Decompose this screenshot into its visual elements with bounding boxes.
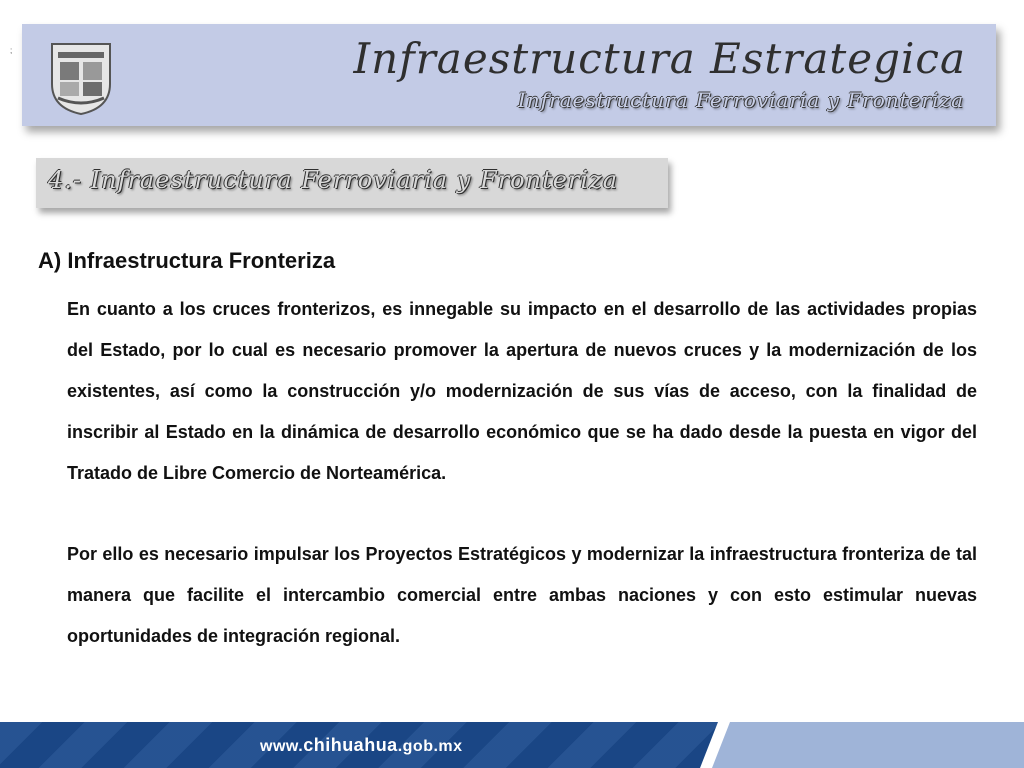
- footer-url-suffix: .gob.mx: [397, 738, 463, 755]
- body-paragraph-2: Por ello es necesario impulsar los Proyectos Estratégicos y modernizar la infraestructura fronteriza de tal manera que facilite el intercambio comercial entre ambas naciones y con esto estimular nuevas oportunidades de integración regional.: [67, 544, 977, 646]
- section-banner: [36, 158, 668, 208]
- main-title: Infraestructura Estrategica: [353, 34, 966, 83]
- sub-title: Infraestructura Ferroviaria y Fronteriza: [517, 88, 964, 112]
- footer-light-band: [712, 722, 1024, 768]
- section-banner-text: 4.- Infraestructura Ferroviaria y Fronteriza: [48, 166, 619, 194]
- section-heading: A) Infraestructura Fronteriza: [38, 248, 336, 273]
- state-seal-icon: [42, 38, 120, 116]
- footer-url-link[interactable]: [260, 735, 463, 756]
- footer-url-domain: chihuahua: [303, 735, 398, 755]
- footer-url-prefix: www.: [260, 738, 304, 755]
- slide-mark: ;: [10, 46, 13, 55]
- footer-bar: [0, 722, 1024, 768]
- body-paragraph-1: En cuanto a los cruces fronterizos, es innegable su impacto en el desarrollo de las actividades propias del Estado, por lo cual es necesario promover la apertura de nuevos cruces y la modernización de los existentes, así como la construcción y/o modernización de sus vías de acceso, con la finalidad de inscribir al Estado en la dinámica de desarrollo económico que se ha dado desde la puesta en vigor del Tratado de Libre Comercio de Norteamérica.: [67, 299, 977, 483]
- header-banner: [22, 24, 996, 126]
